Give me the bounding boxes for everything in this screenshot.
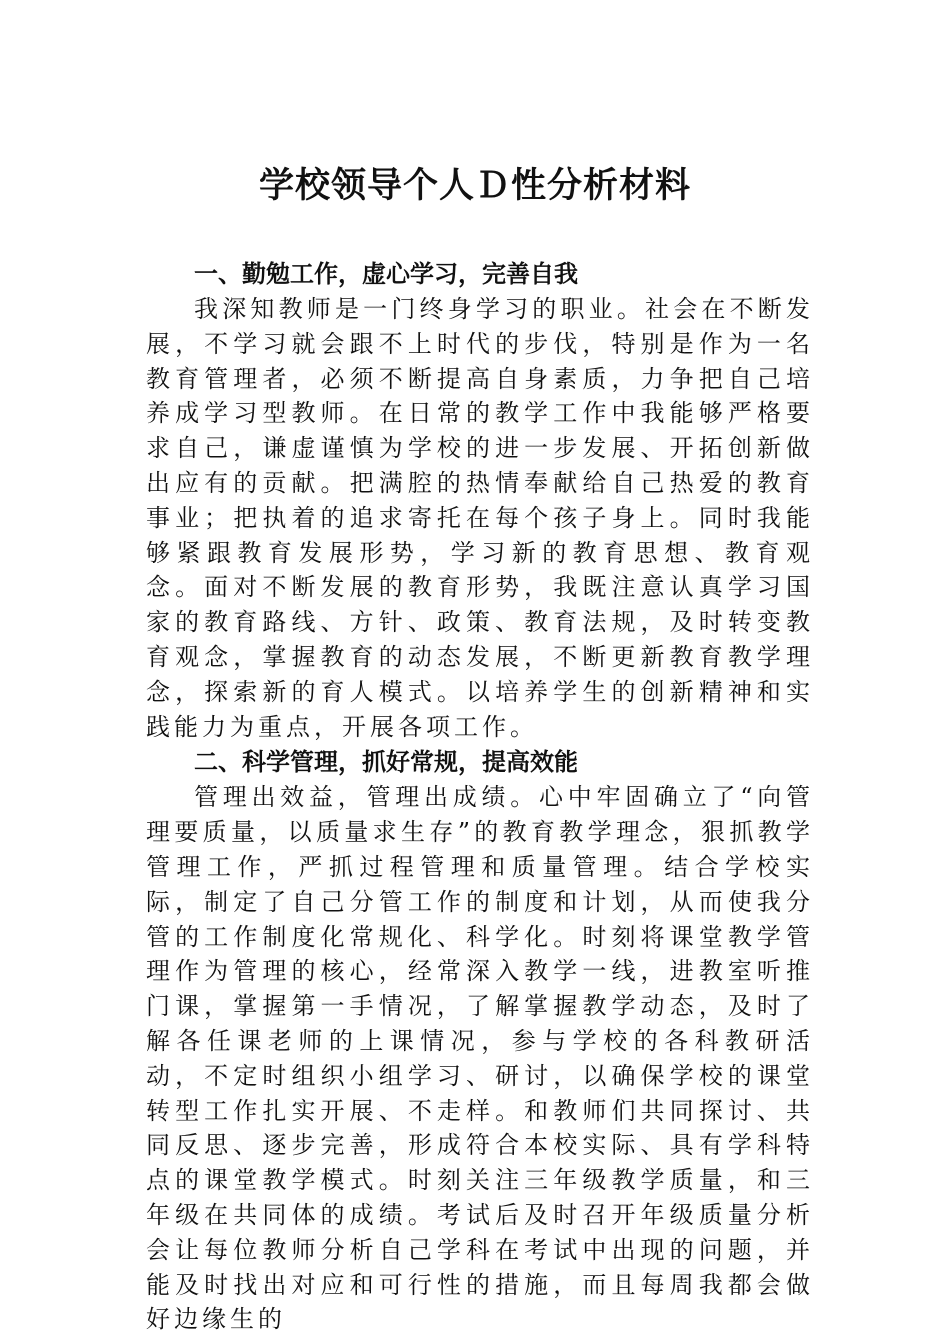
section-paragraph-2: 管理出效益，管理出成绩。心中牢固确立了“向管理要质量，以质量求生存”的教育教学理念，狠抓教学管理工作，严抓过程管理和质量管理。结合学校实际，制定了自己分管工作的制度和计划，从而使我分管的工作制度化常规化、科学化。时刻将课堂教学管理作为管理的核心，经常深入教学一线，进教室听推门课，掌握第一手情况，了解掌握教学动态，及时了解各任课老师的上课情况，参与学校的各科教研活动，不定时组织小组学习、研讨，以确保学校的课堂转型工作扎实开展、不走样。和教师们共同探讨、共同反思、逐步完善，形成符合本校实际、具有学科特点的课堂教学模式。时刻关注三年级教学质量，和三年级在共同体的成绩。考试后及时召开年级质量分析会让每位教师分析自己学科在考试中出现的问题，并能及时找出对应和可行性的措施，而且每周我都会做好边缘生的 xyxy=(146,783,814,1334)
document-body xyxy=(146,256,814,1337)
section-paragraph-1: 我深知教师是一门终身学习的职业。社会在不断发展，不学习就会跟不上时代的步伐，特别是作为一名教育管理者，必须不断提高自身素质，力争把自己培养成学习型教师。在日常的教学工作中我能够严格要求自己，谦虚谨慎为学校的进一步发展、开拓创新做出应有的贡献。把满腔的热情奉献给自己热爱的教育事业；把执着的追求寄托在每个孩子身上。同时我能够紧跟教育发展形势，学习新的教育思想、教育观念。面对不断发展的教育形势，我既注意认真学习国家的教育路线、方针、政策、教育法规，及时转变教育观念，掌握教育的动态发展，不断更新教育教学理念，探索新的育人模式。以培养学生的创新精神和实践能力为重点，开展各项工作。 xyxy=(146,295,814,741)
document-title: 学校领导个人Ｄ性分析材料 xyxy=(258,165,691,206)
section-heading-1: 一、勤勉工作，虚心学习，完善自我 xyxy=(194,260,578,288)
section-heading-2: 二、科学管理，抓好常规，提高效能 xyxy=(194,748,578,777)
